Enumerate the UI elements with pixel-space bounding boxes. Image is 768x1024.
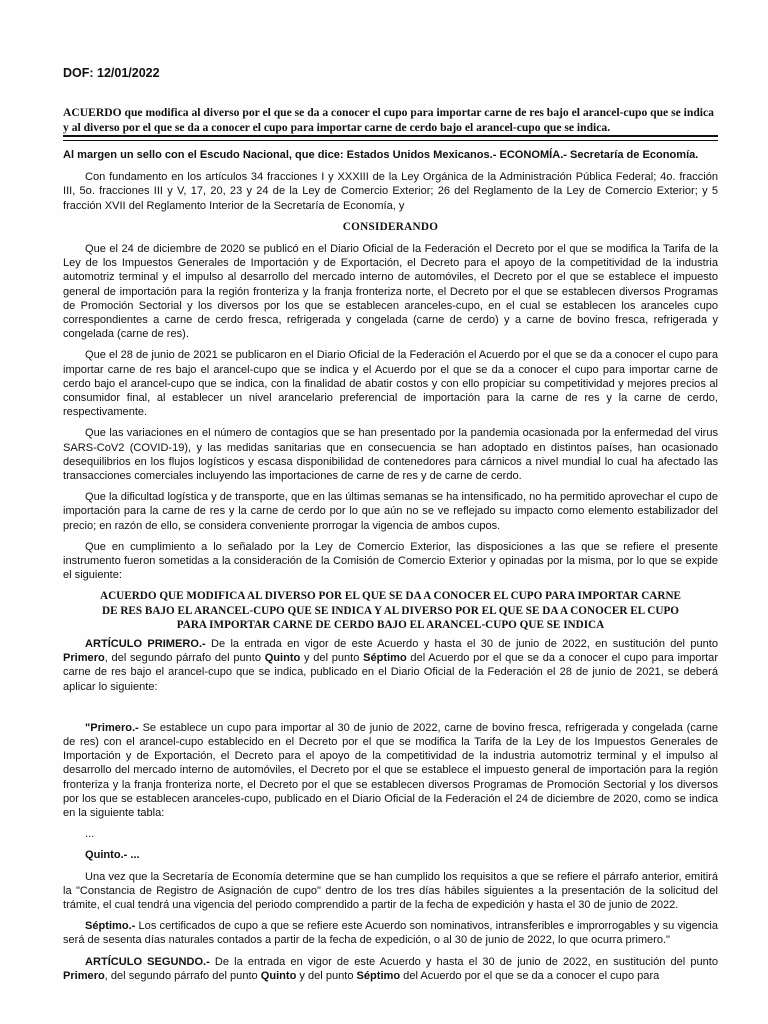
fundamento-paragraph: Con fundamento en los artículos 34 fracciones I y XXXIII de la Ley Orgánica de la Administración Pública Federal; 4o. fracción III, 5o. fracciones III y V, 17, 20, 23 y 24 de la Ley de Comercio Exterior; 26 del Reglamento de la Ley de Comercio Exterior; y 5 fracción XVII del Reglamento Interior de la Secretaría de Economía, y bbox=[63, 171, 718, 212]
acuerdo-heading: ACUERDO QUE MODIFICA AL DIVERSO POR EL QUE SE DA A CONOCER EL CUPO PARA IMPORTAR CARNE DE RES BAJO EL ARANCEL-CUPO QUE SE INDICA Y AL DIVERSO POR EL QUE SE DA A CONOCER EL CUPO PARA IMPORTAR CARNE DE CERDO BAJO EL ARANCEL-CUPO QUE SE INDICA bbox=[100, 590, 681, 632]
dof-date: DOF: 12/01/2022 bbox=[63, 66, 160, 80]
ellipsis: ... bbox=[85, 828, 95, 841]
margin-note: Al margen un sello con el Escudo Nacional, que dice: Estados Unidos Mexicanos.- ECONOMÍA.- Secretaría de Economía. bbox=[63, 149, 699, 161]
considerando-paragraph: Que la dificultad logística y de transporte, que en las últimas semanas se ha intensificado, no ha permitido aprovechar el cupo de importación para la carne de res y la carne de cerdo por lo que aún no se ve reflejado su impacto como elemento estabilizador del precio; en razón de ello, se considera conveniente prorrogar la vigencia de ambos cupos. bbox=[63, 491, 718, 532]
punto-primero: "Primero.- Se establece un cupo para importar al 30 de junio de 2022, carne de bovino fresca, refrigerada y congelada (carne de res) con el arancel-cupo establecido en el Decreto por el que se modifica la Tarifa de la Ley de los Impuestos Generales de Importación y de Exportación, el Decreto para el apoyo de la competitividad de la industria automotriz terminal y el impulso al desarrollo del mercado interno de automóviles, el Decreto por el que se establece el impuesto general de importación para la región fronteriza y la franja fronteriza norte, el Decreto por el que se establecen diversos Programas de Promoción Sectorial y los diversos por los que se establecen aranceles-cupo, publicado en el Diario Oficial de la Federación el 24 de diciembre de 2020, como se indica en la siguiente tabla: bbox=[63, 721, 718, 820]
title-rule-thin bbox=[63, 140, 718, 141]
document-body bbox=[63, 148, 718, 990]
punto-quinto-text: Una vez que la Secretaría de Economía determine que se han cumplido los requisitos a que se refiere el párrafo anterior, emitirá la "Constancia de Registro de Asignación de cupo" dentro de los tres días hábiles siguientes a la presentación de la solicitud del trámite, el cual tendrá una vigencia del periodo comprendido a partir de la fecha de expedición y hasta el 30 de junio de 2022. bbox=[63, 870, 718, 912]
spacer bbox=[63, 701, 718, 721]
articulo-primero: ARTÍCULO PRIMERO.- De la entrada en vigor de este Acuerdo y hasta el 30 de junio de 2022, en sustitución del punto Primero, del segundo párrafo del punto Quinto y del punto Séptimo del Acuerdo por el que se da a conocer el cupo para importar carne de res bajo el arancel-cupo que se indica, publicado en el Diario Oficial de la Federación el 28 de junio de 2021, se deberá aplicar lo siguiente: bbox=[63, 637, 719, 693]
punto-septimo: Séptimo.- Los certificados de cupo a que se refiere este Acuerdo son nominativos, intransferibles e improrrogables y su vigencia será de sesenta días naturales contados a partir de la fecha de expedición, o al 30 de junio de 2022, lo que ocurra primero." bbox=[63, 920, 718, 947]
considerando-heading: CONSIDERANDO bbox=[342, 220, 439, 233]
considerando-paragraph: Que las variaciones en el número de contagios que se han presentado por la pandemia ocasionada por la enfermedad del virus SARS-CoV2 (COVID-19), y las medidas sanitarias que en consecuencia se han adoptado en distintos países, han ocasionado desequilibrios en los flujos logísticos y escasa disponibilidad de contenedores para cárnicos a nivel mundial lo cual ha afectado las transacciones comerciales incluyendo las importaciones de carne de res y de carne de cerdo. bbox=[63, 427, 718, 483]
punto-quinto-label: Quinto.- ... bbox=[85, 849, 140, 862]
title-rule-thick bbox=[63, 135, 718, 137]
considerando-paragraph: Que el 28 de junio de 2021 se publicaron en el Diario Oficial de la Federación el Acuerdo por el que se da a conocer el cupo para importar carne de res bajo el arancel-cupo que se indica y el Acuerdo por el que se da a conocer el cupo para importar carne de cerdo bajo el arancel-cupo que se indica, con la finalidad de abatir costos y con ello propiciar su competitividad y mejores precios al consumidor final, al establecer un nivel arancelario preferencial de importación para la carne de res y la carne de cerdo, respectivamente. bbox=[63, 349, 718, 419]
considerando-paragraph: Que en cumplimiento a lo señalado por la Ley de Comercio Exterior, las disposiciones a las que se refiere el presente instrumento fueron sometidas a la consideración de la Comisión de Comercio Exterior y opinadas por la misma, por lo que se expide el siguiente: bbox=[63, 540, 718, 582]
considerando-paragraph: Que el 24 de diciembre de 2020 se publicó en el Diario Oficial de la Federación el Decreto por el que se modifica la Tarifa de la Ley de los Impuestos Generales de Importación y de Exportación, el Decreto para el apoyo de la competitividad de la industria automotriz terminal y el impulso al desarrollo del mercado interno de automóviles, el Decreto por el que se establece el impuesto general de importación para la región fronteriza y la franja fronteriza norte, el Decreto por el que se establecen diversos Programas de Promoción Sectorial y los diversos por los que se establecen aranceles-cupo, en el cual se establecen los aranceles cupo correspondientes a carne de cerdo fresca, refrigerada y congelada (carne de cerdo) y a carne de bovino fresca, refrigerada y congelada (carne de res). bbox=[63, 243, 718, 341]
articulo-segundo: ARTÍCULO SEGUNDO.- De la entrada en vigor de este Acuerdo y hasta el 30 de junio de 2022, en sustitución del punto Primero, del segundo párrafo del punto Quinto y del punto Séptimo del Acuerdo por el que se da a conocer el cupo para bbox=[63, 955, 718, 982]
document-title: ACUERDO que modifica al diverso por el que se da a conocer el cupo para importar carne de res bajo el arancel-cupo que se indica y al diverso por el que se da a conocer el cupo para importar carne de cerdo bajo el arancel-cupo que se indica. bbox=[63, 106, 714, 134]
